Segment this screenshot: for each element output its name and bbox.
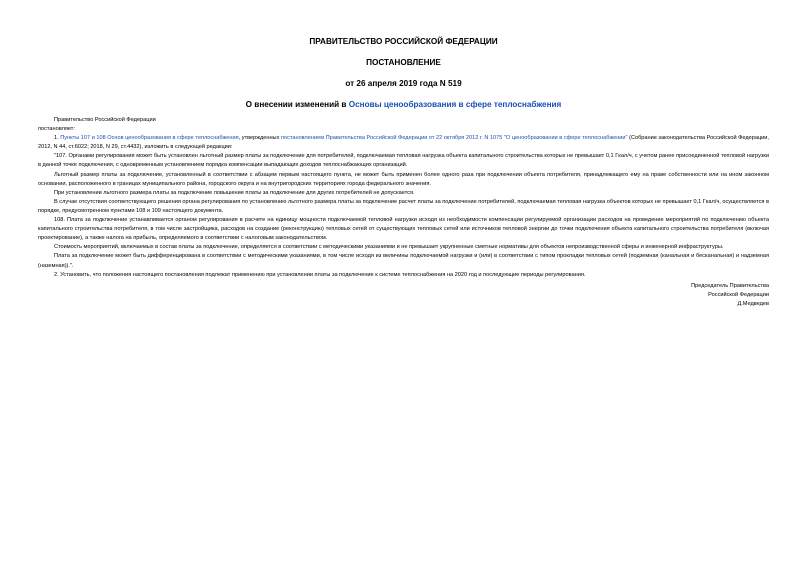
- link-resolution-1075[interactable]: постановлением Правительства Российской Федерации от 22 октября 2012 г. N 1075 "О ценообразовании в сфере теплоснабжении": [280, 135, 628, 142]
- paragraph-2: 2. Установить, что положения настоящего постановления подлежат применению при установлении платы за подключение к системе теплоснабжения на 2020 год и последующие периоды регулирования.: [54, 271, 586, 278]
- document-type-heading: ПОСТАНОВЛЕНИЕ: [366, 58, 441, 67]
- intro-line-2: постановляет:: [38, 126, 75, 133]
- signature-name: Д.Медведев: [737, 300, 769, 307]
- title-link-osnovy[interactable]: Основы ценообразования в сфере теплоснабжения: [348, 100, 562, 109]
- paragraph-108-b: Стоимость мероприятий, включаемых в состав платы за подключение, определяется в соответствии с методическими указаниями и не превышает укрупненные сметные нормативы для объектов непроизводственной сферы и инженерной инфраструктуры.: [54, 244, 724, 251]
- title-prefix: О внесении изменений в: [245, 100, 349, 109]
- signature-block: [38, 282, 769, 309]
- issuer-heading: ПРАВИТЕЛЬСТВО РОССИЙСКОЙ ФЕДЕРАЦИИ: [309, 37, 498, 46]
- document-body: [38, 116, 769, 309]
- intro-line-1: Правительство Российской Федерации: [54, 117, 156, 123]
- paragraph-108-c: Плата за подключение может быть дифференцирована в соответствии с методическими указаниями, в том числе исходя из величины подключаемой нагрузки и (или) в соответствии с типом прокладки тепловых сетей (подземная (канальная и бесканальная) и надземная (наземная)).".: [38, 253, 769, 269]
- paragraph-107-c: При установлении льготного размера платы за подключение повышение платы за подключение для других потребителей не допускается.: [54, 189, 415, 196]
- paragraph-1-tail: (Собрание законодательства Российской Федерации, 2012, N 44, ст.6022; 2018, N 29, ст.4432), изложить в следующей редакции:: [38, 135, 769, 151]
- paragraph-107-d: В случае отсутствия соответствующего решения органа регулирования по установлению льготного размера платы за подключение расчет платы за подключение потребителей, подключаемая тепловая нагрузка объектов которых не превышает 0,1 Гкал/ч, осуществляется в порядке, предусмотренном пунктами 108 и 109 настоящего документа.: [38, 198, 769, 214]
- date-number-heading: от 26 апреля 2019 года N 519: [345, 79, 462, 88]
- paragraph-1-mid: , утвержденных: [238, 135, 281, 142]
- signature-position: Председатель Правительства: [691, 282, 769, 289]
- paragraph-107: "107. Органами регулирования может быть установлен льготный размер платы за подключение для потребителей, подключаемая тепловая нагрузка объекта капитального строительства которых не превышает 0,1 Гкал/ч, с учетом ранее присоединенной тепловой нагрузки в данной точке подключения, с одновременным установлением порядка компенсации выпадающих доходов теплоснабжающих организаций.: [38, 153, 769, 169]
- paragraph-107-b: Льготный размер платы за подключение, установленный в соответствии с абзацем первым настоящего пункта, не может быть применен более одного раза при подключении объекта потребителя, принадлежащего ему на праве собственности или на ином законном основании, расположенного в границах муниципального района, городского округа и на внутригородских территориях города федерального значения.: [38, 171, 769, 187]
- paragraph-1: [38, 134, 769, 152]
- signature-country: Российской Федерации: [708, 291, 769, 298]
- link-points-107-108[interactable]: Пункты 107 и 108 Основ ценообразования в сфере теплоснабжения: [60, 135, 239, 142]
- document-title: [0, 100, 807, 110]
- paragraph-108: 108. Плата за подключение устанавливается органом регулирования в расчете на единицу мощности подключаемой тепловой нагрузки исходя из необходимости компенсации регулируемой организации расходов на проведение мероприятий по подключению объекта капитального строительства потребителя, в том числе застройщика, расходов на создание (реконструкцию) тепловых сетей от существующих тепловых сетей или источников тепловой энергии до точки подключения объекта капитального строительства потребителя (включая проектирование), а также налога на прибыль, определяемого в соответствии с налоговым законодательством.: [38, 217, 769, 242]
- paragraph-1-number: 1.: [54, 135, 61, 142]
